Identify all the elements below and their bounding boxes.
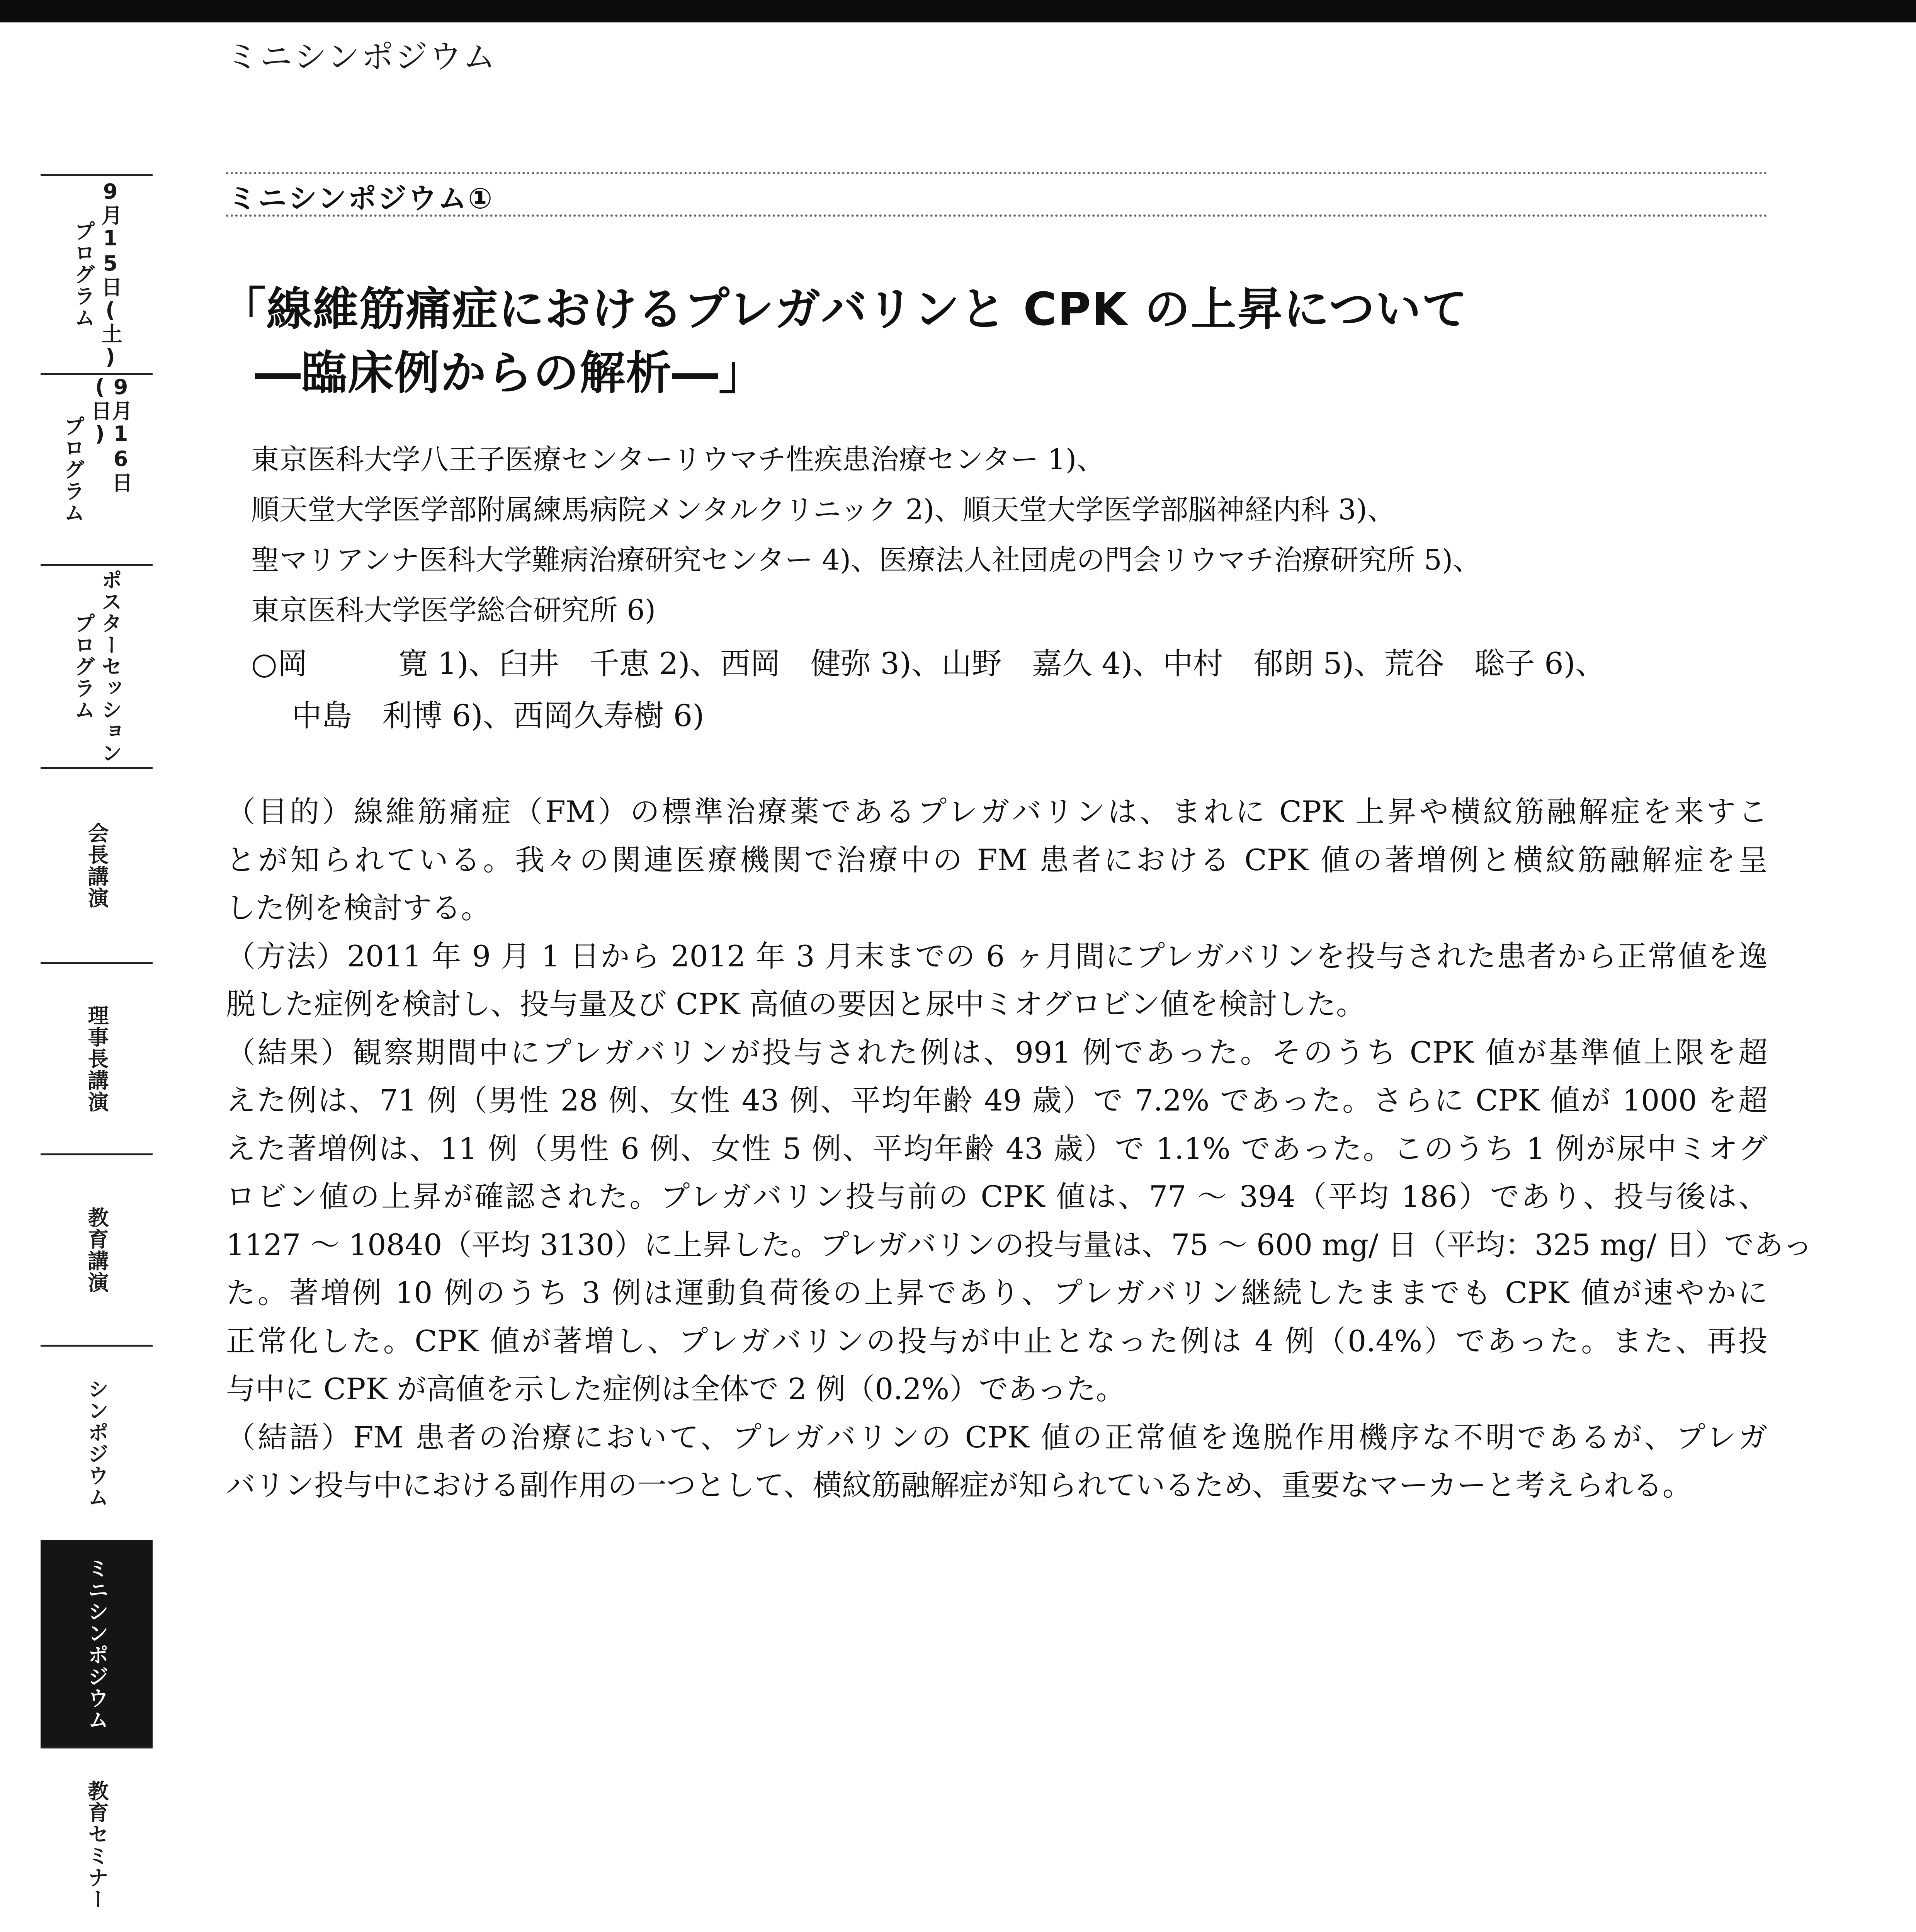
body-line: 脱した症例を検討し、投与量及び CPK 高値の要因と尿中ミオグロビン値を検討した。 bbox=[226, 987, 1365, 1021]
body-line: 1127 ～ 10840（平均 3130）に上昇した。プレガバリンの投与量は、75 ～ 600 mg/ 日（平均：325 mg/ 日）であっ bbox=[226, 1228, 1812, 1262]
body-line: （方法）2011 年 9 月 1 日から 2012 年 3 月末までの 6 ヶ月間にプレガバリンを投与された患者から正常値を逸 bbox=[226, 939, 1768, 973]
affiliation-line: 聖マリアンナ医科大学難病治療研究センター 4)、医療法人社団虎の門会リウマチ治療研究所 5)、 bbox=[251, 544, 1481, 577]
body-line: とが知られている。我々の関連医療機関で治療中の FM 患者における CPK 値の著増例と横紋筋融解症を呈 bbox=[226, 843, 1768, 877]
sidebar-section[interactable] bbox=[41, 564, 153, 767]
body-line: した例を検討する。 bbox=[226, 891, 490, 925]
author-line: ○岡 寛 1)、臼井 千恵 2)、西岡 健弥 3)、山野 嘉久 4)、中村 郁朗 5)、荒谷 聡子 6)、 bbox=[251, 646, 1606, 681]
sidebar-section-label: ミニシンポジウム bbox=[85, 1558, 109, 1731]
body-line: 与中に CPK が高値を示した症例は全体で 2 例（0.2%）であった。 bbox=[226, 1372, 1125, 1406]
body-line: 正常化した。CPK 値が著増し、プレガバリンの投与が中止となった例は 4 例（0.4%）であった。また、再投 bbox=[226, 1324, 1768, 1358]
top-bar bbox=[0, 0, 1916, 22]
affiliation-line: 東京医科大学八王子医療センターリウマチ性疾患治療センター 1)、 bbox=[251, 443, 1105, 476]
sidebar-section-label: シンポジウム bbox=[85, 1378, 109, 1508]
sidebar-section-label: プログラム bbox=[61, 415, 85, 524]
body-line: た。著増例 10 例のうち 3 例は運動負荷後の上昇であり、プレガバリン継続したままでも CPK 値が速やかに bbox=[226, 1276, 1768, 1310]
body-line: えた例は、71 例（男性 28 例、女性 43 例、平均年齢 49 歳）で 7.2% であった。さらに CPK 値が 1000 を超 bbox=[226, 1083, 1768, 1117]
body-line: ロビン値の上昇が確認された。プレガバリン投与前の CPK 値は、77 ～ 394（平均 186）であり、投与後は、 bbox=[226, 1179, 1768, 1214]
sidebar-nav bbox=[41, 174, 153, 1932]
sidebar-section-label: プログラム bbox=[71, 612, 95, 721]
body-line: （目的）線維筋痛症（FM）の標準治療薬であるプレガバリンは、まれに CPK 上昇や横紋筋融解症を来すこ bbox=[226, 794, 1768, 829]
sidebar-section-label: 9月16日(日) bbox=[88, 375, 133, 493]
sidebar-section[interactable] bbox=[41, 373, 153, 564]
sidebar-section-label: 教育講演 bbox=[85, 1207, 109, 1293]
sidebar-section-label: ポスターセッション bbox=[98, 569, 122, 764]
title-line-1: 「線維筋痛症におけるプレガバリンと CPK の上昇について bbox=[220, 282, 1468, 336]
sidebar-section[interactable] bbox=[41, 767, 153, 962]
sidebar-section[interactable] bbox=[41, 1345, 153, 1540]
section-title: ミニシンポジウム① bbox=[228, 182, 494, 215]
section-rule-bottom bbox=[226, 214, 1768, 217]
sidebar-section[interactable] bbox=[41, 1153, 153, 1345]
sidebar-section-label: 9月15日(土) bbox=[98, 179, 122, 370]
header-category: ミニシンポジウム bbox=[226, 38, 497, 76]
sidebar-section-label: 理事長講演 bbox=[85, 1005, 109, 1113]
sidebar-section-label: 会長講演 bbox=[85, 822, 109, 909]
sidebar-section[interactable] bbox=[41, 1747, 153, 1932]
sidebar-section[interactable] bbox=[41, 962, 153, 1153]
sidebar-section[interactable] bbox=[41, 174, 153, 373]
title-line-2: ―臨床例からの解析―」 bbox=[255, 346, 765, 400]
body-line: （結語）FM 患者の治療において、プレガバリンの CPK 値の正常値を逸脱作用機序な不明であるが、プレガ bbox=[226, 1420, 1768, 1454]
body-line: えた著増例は、11 例（男性 6 例、女性 5 例、平均年齢 43 歳）で 1.1% であった。このうち 1 例が尿中ミオグ bbox=[226, 1131, 1768, 1166]
affiliation-line: 東京医科大学医学総合研究所 6) bbox=[251, 594, 656, 627]
sidebar-section-label: プログラム bbox=[71, 220, 95, 328]
sidebar-section-label: 教育セミナー bbox=[85, 1780, 109, 1910]
body-line: バリン投与中における副作用の一つとして、横紋筋融解症が知られているため、重要なマーカーと考えられる。 bbox=[226, 1468, 1692, 1502]
body-line: （結果）観察期間中にプレガバリンが投与された例は、991 例であった。そのうち CPK 値が基準値上限を超 bbox=[226, 1035, 1768, 1070]
sidebar-section[interactable] bbox=[41, 1540, 153, 1747]
author-line: 中島 利博 6)、西岡久寿樹 6) bbox=[292, 699, 704, 733]
section-rule-top bbox=[226, 172, 1768, 174]
affiliation-line: 順天堂大学医学部附属練馬病院メンタルクリニック 2)、順天堂大学医学部脳神経内科 3)、 bbox=[251, 493, 1396, 526]
